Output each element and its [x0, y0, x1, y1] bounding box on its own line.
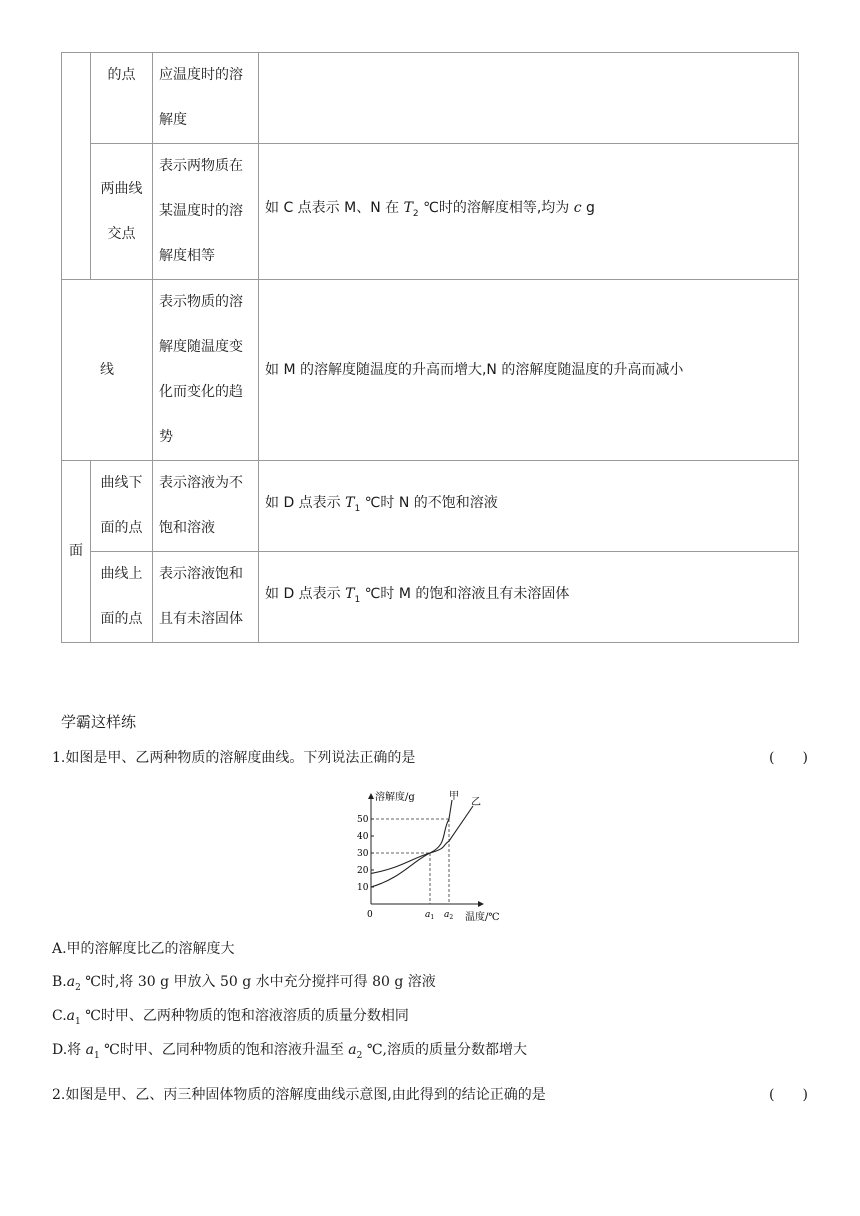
cell-text: 如 D 点表示: [265, 585, 346, 602]
row-label: 交点: [107, 225, 136, 242]
subscript: 2: [412, 208, 419, 219]
subscript: 1: [354, 503, 361, 514]
table-row: [62, 144, 799, 280]
cell-text: 如 D 点表示: [265, 494, 346, 511]
cell-text: g: [581, 200, 595, 217]
option-c: $C.a_1$ ℃时甲、乙两种物质的饱和溶液溶质的质量分数相同: [52, 1008, 409, 1027]
answer-parentheses: ( ): [769, 750, 808, 766]
y-tick-label: 50: [357, 815, 369, 825]
cell-text: 化而变化的趋: [159, 384, 243, 400]
table-cell: [153, 144, 259, 280]
table-cell: [91, 552, 153, 643]
cell-text: 解度相等: [159, 248, 215, 264]
curve-jia-label: 甲: [449, 791, 459, 802]
answer-parentheses: ( ): [769, 1087, 808, 1103]
subscript: 1: [354, 594, 361, 605]
variable: c: [573, 200, 582, 217]
x-tick-a2: $a_2$: [444, 910, 454, 921]
y-tick-label: 20: [357, 866, 369, 876]
row-label: 曲线上: [100, 566, 143, 582]
curve-jia: [371, 800, 452, 887]
table-row: [62, 53, 799, 144]
cell-text: 解度随温度变: [159, 339, 243, 355]
cell-text: 如 M 的溶解度随温度的升高而增大,N 的溶解度随温度的升高而减小: [265, 361, 684, 378]
cell-text: ℃时 M 的饱和溶液且有未溶固体: [360, 585, 570, 602]
table-cell: [259, 53, 799, 144]
row-label: 两曲线: [100, 180, 143, 197]
table-row: [62, 280, 799, 461]
table-cell: [62, 280, 153, 461]
cell-text: 势: [159, 429, 173, 445]
table-cell: [153, 280, 259, 461]
curve-yi: [371, 806, 473, 873]
x-tick-a1: $a_1$: [425, 910, 435, 921]
row-label: 的点: [107, 67, 136, 83]
row-label: 面的点: [100, 520, 143, 536]
table-row: [62, 461, 799, 552]
origin-label: 0: [367, 910, 373, 920]
y-tick-label: 30: [357, 849, 369, 859]
cell-text: 且有未溶固体: [159, 611, 243, 627]
variable: T: [403, 200, 413, 217]
x-axis-label: 温度/℃: [465, 912, 500, 923]
table-cell: [91, 53, 153, 144]
cell-text: 应温度时的溶: [159, 67, 243, 83]
table-cell: [62, 461, 91, 643]
cell-text: 表示溶液为不: [159, 475, 243, 491]
option-a: A.甲的溶解度比乙的溶解度大: [52, 941, 235, 957]
table-row: [62, 552, 799, 643]
y-tick-label: 10: [357, 883, 369, 893]
table-cell: [259, 461, 799, 552]
table-cell: [259, 552, 799, 643]
table-cell: [153, 461, 259, 552]
table-cell: [259, 280, 799, 461]
table-cell: [62, 53, 91, 280]
variable: T: [345, 585, 355, 602]
option-b: $B.a_2$ ℃时,将 30 g 甲放入 50 g 水中充分搅拌可得 80 g 溶液: [52, 974, 436, 993]
row-label: 面: [69, 543, 83, 559]
row-label: 面的点: [100, 611, 143, 627]
section-title: 学霸这样练: [61, 713, 137, 731]
table-cell: [91, 144, 153, 280]
cell-text: ℃时 N 的不饱和溶液: [360, 494, 498, 511]
cell-text: 饱和溶液: [159, 520, 215, 536]
solubility-curve-meaning-table: [61, 52, 799, 643]
table-cell: [153, 552, 259, 643]
table-cell: [259, 144, 799, 280]
cell-text: 某温度时的溶: [159, 203, 243, 219]
cell-text: 表示物质的溶: [159, 294, 243, 310]
y-axis-label: 溶解度/g: [375, 792, 415, 803]
variable: T: [345, 494, 355, 511]
cell-text: 表示两物质在: [159, 158, 243, 174]
row-label: 线: [100, 361, 114, 378]
curve-yi-label: 乙: [471, 797, 481, 808]
table-cell: [91, 461, 153, 552]
solubility-chart: [355, 786, 510, 926]
table-cell: [153, 53, 259, 144]
question-1-stem: 1.如图是甲、乙两种物质的溶解度曲线。下列说法正确的是: [52, 750, 416, 766]
option-d: D.将 $a_1$ ℃时甲、乙同种物质的饱和溶液升温至 $a_2$ ℃,溶质的质量分数都增大: [52, 1042, 527, 1061]
y-tick-label: 40: [357, 832, 369, 842]
cell-text: 如 C 点表示 M、N 在: [265, 200, 404, 217]
cell-text: 解度: [159, 112, 187, 128]
row-label: 曲线下: [100, 475, 143, 491]
cell-text: ℃时的溶解度相等,均为: [418, 200, 574, 217]
cell-text: 表示溶液饱和: [159, 566, 243, 582]
question-2-stem: 2.如图是甲、乙、丙三种固体物质的溶解度曲线示意图,由此得到的结论正确的是: [52, 1087, 546, 1103]
